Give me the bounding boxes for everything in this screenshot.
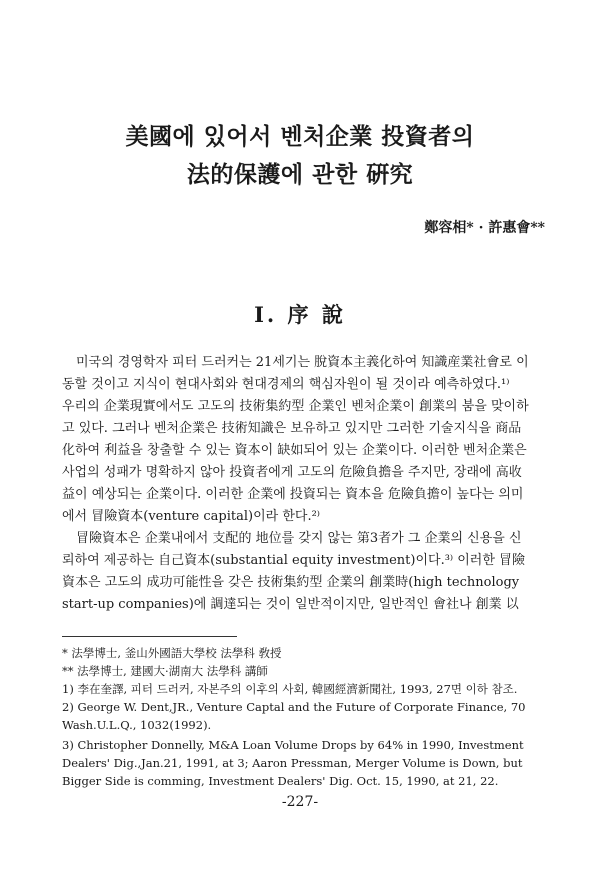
section-heading: Ⅰ. 序 說 <box>254 302 346 327</box>
footnote-3-cont: Dealers' Dig.,Jan.21, 1991, at 3; Aaron Pressman, Merger Volume is Down, but <box>62 756 523 770</box>
body-line: 우리의 企業現實에서도 고도의 技術集約型 企業인 벤처企業이 創業의 붐을 맞이하 <box>62 399 529 414</box>
authors: 鄭容相* · 許惠會** <box>424 220 545 236</box>
footnote-2: 2) George W. Dent,JR., Venture Captal and the Future of Corporate Finance, 70 <box>62 700 526 714</box>
body-line: 미국의 경영학자 피터 드러커는 21세기는 脫資本主義化하여 知識産業社會로 이 <box>76 355 529 370</box>
footnote-3: 3) Christopher Donnelly, M&A Loan Volume Drops by 64% in 1990, Investment <box>62 738 524 752</box>
footnote-2-cont: Wash.U.L.Q., 1032(1992). <box>62 718 212 732</box>
body-line: 益이 예상되는 企業이다. 이러한 企業에 投資되는 資本을 危險負擔이 높다는 의미 <box>62 487 524 502</box>
body-line: start-up companies)에 調達되는 것이 일반적이지만, 일반적인 會社나 創業 以 <box>62 597 519 612</box>
footnote-author-1: * 法學博士, 釜山外國語大學校 法學科 敎授 <box>62 646 282 660</box>
body-line: 고 있다. 그러나 벤처企業은 技術知識은 보유하고 있지만 그러한 기술지식을 商品 <box>62 421 522 436</box>
body-line: 資本은 고도의 成功可能性을 갖은 技術集約型 企業의 創業時(high technology <box>62 575 520 590</box>
footnote-divider <box>62 636 237 637</box>
footnote-author-2: ** 法學博士, 建國大·湖南大 法學科 講師 <box>62 664 268 678</box>
body-line: 化하여 利益을 창출할 수 있는 資本이 缺如되어 있는 企業이다. 이러한 벤처企業은 <box>62 443 527 458</box>
footnote-3-cont-2: Bigger Side is comming, Investment Dealers' Dig. Oct. 15, 1990, at 21, 22. <box>62 774 499 788</box>
page-number: -227- <box>281 794 319 810</box>
body-line: 뢰하여 제공하는 自己資本(substantial equity investment)이다.³⁾ 이러한 冒險 <box>62 553 526 568</box>
body-line: 동할 것이고 지식이 현대사회와 현대경제의 핵심자원이 될 것이라 예측하였다.¹⁾ <box>62 377 510 392</box>
footnote-1: 1) 李在奎譯, 피터 드러커, 자본주의 이후의 사회, 韓國經濟新聞社, 1993, 27면 이하 참조. <box>62 682 518 696</box>
body-line: 사업의 성패가 명확하지 않아 投資者에게 고도의 危險負擔을 주지만, 장래에 高收 <box>62 465 522 480</box>
body-line: 冒險資本은 企業내에서 支配的 地位를 갖지 않는 第3者가 그 企業의 신용을 신 <box>76 531 522 546</box>
paper-title-line-2: 法的保護에 관한 硏究 <box>186 161 414 188</box>
paper-title-line-1: 美國에 있어서 벤처企業 投資者의 <box>125 123 475 150</box>
body-line: 에서 冒險資本(venture capital)이라 한다.²⁾ <box>62 509 320 524</box>
